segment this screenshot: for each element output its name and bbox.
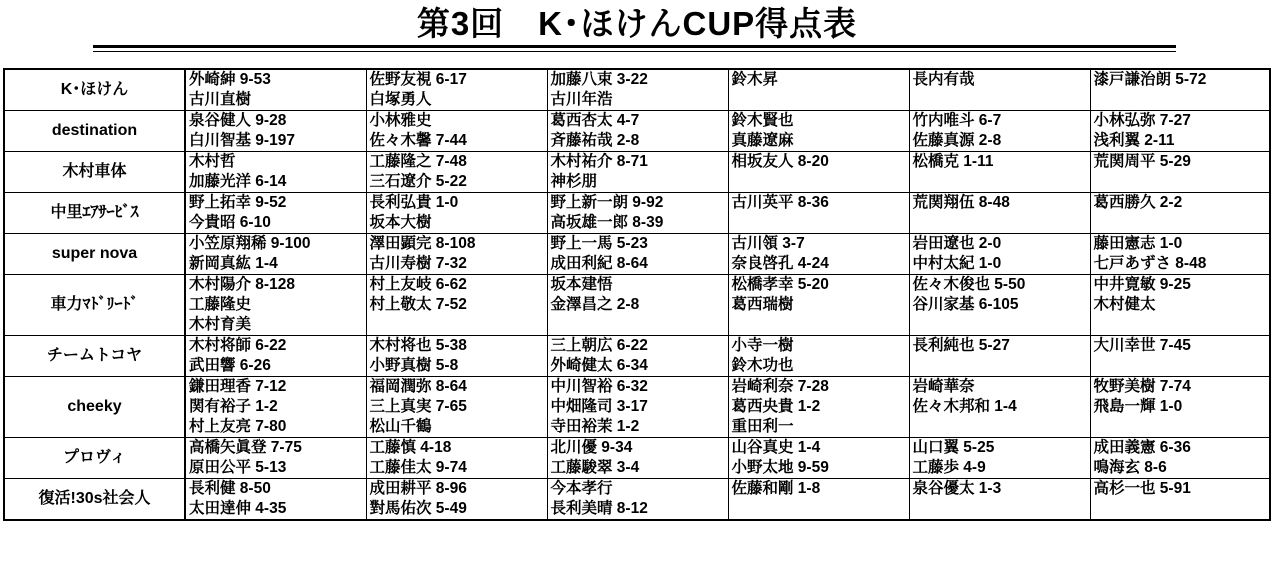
player-score-cell: 工藤佳太 9-74: [366, 458, 547, 479]
player-score-cell: 岩崎利奈 7-28: [728, 377, 909, 398]
player-score-cell: 木村陽介 8-128: [185, 275, 366, 296]
player-score-cell: [728, 499, 909, 520]
player-score-cell: [728, 90, 909, 111]
player-score-cell: 浅利翼 2-11: [1090, 131, 1270, 152]
player-score-cell: 泉谷健人 9-28: [185, 111, 366, 132]
player-score-cell: 成田義憲 6-36: [1090, 438, 1270, 459]
team-name-cell: cheeky: [4, 377, 185, 438]
player-score-cell: 松橋克 1-11: [909, 152, 1090, 173]
player-score-cell: 岩崎華奈: [909, 377, 1090, 398]
player-score-cell: 鎌田理香 7-12: [185, 377, 366, 398]
table-row: [4, 315, 1270, 336]
player-score-cell: 葛西瑞樹: [728, 295, 909, 315]
player-score-cell: 山谷真史 1-4: [728, 438, 909, 459]
player-score-cell: 神杉朋: [547, 172, 728, 193]
player-score-cell: 長利純也 5-27: [909, 336, 1090, 357]
table-row: [4, 111, 1270, 132]
player-score-cell: 木村将也 5-38: [366, 336, 547, 357]
table-row: [4, 295, 1270, 315]
player-score-cell: 白川智基 9-197: [185, 131, 366, 152]
player-score-cell: 高杉一也 5-91: [1090, 479, 1270, 500]
player-score-cell: 真藤遼麻: [728, 131, 909, 152]
player-score-cell: 荒関周平 5-29: [1090, 152, 1270, 173]
table-row: [4, 234, 1270, 255]
player-score-cell: 中村太紀 1-0: [909, 254, 1090, 275]
player-score-cell: 鈴木賢也: [728, 111, 909, 132]
player-score-cell: 今貴昭 6-10: [185, 213, 366, 234]
player-score-cell: [728, 172, 909, 193]
player-score-cell: 小笠原翔稀 9-100: [185, 234, 366, 255]
player-score-cell: 斉藤祐哉 2-8: [547, 131, 728, 152]
player-score-cell: 鈴木昇: [728, 69, 909, 90]
player-score-cell: 加藤八束 3-22: [547, 69, 728, 90]
player-score-cell: 佐藤和剛 1-8: [728, 479, 909, 500]
player-score-cell: 藤田憲志 1-0: [1090, 234, 1270, 255]
player-score-cell: 木村将師 6-22: [185, 336, 366, 357]
team-name-cell: destination: [4, 111, 185, 152]
title-underline-thin: [93, 51, 1176, 52]
player-score-cell: 工藤駿翠 3-4: [547, 458, 728, 479]
team-name-cell: 木村車体: [4, 152, 185, 193]
player-score-cell: 小林弘弥 7-27: [1090, 111, 1270, 132]
player-score-cell: 牧野美樹 7-74: [1090, 377, 1270, 398]
player-score-cell: 葛西杏太 4-7: [547, 111, 728, 132]
player-score-cell: [1090, 315, 1270, 336]
table-row: [4, 417, 1270, 438]
player-score-cell: 長内有哉: [909, 69, 1090, 90]
player-score-cell: 三上朝広 6-22: [547, 336, 728, 357]
player-score-cell: 長利美晴 8-12: [547, 499, 728, 520]
table-row: [4, 458, 1270, 479]
player-score-cell: 泉谷優太 1-3: [909, 479, 1090, 500]
player-score-cell: [728, 315, 909, 336]
title-underline: [93, 45, 1176, 48]
player-score-cell: [1090, 499, 1270, 520]
player-score-cell: 白塚勇人: [366, 90, 547, 111]
team-name-cell: K･ほけん: [4, 69, 185, 111]
player-score-cell: 高橋矢眞登 7-75: [185, 438, 366, 459]
player-score-cell: 古川年浩: [547, 90, 728, 111]
table-row: [4, 438, 1270, 459]
player-score-cell: 古川領 3-7: [728, 234, 909, 255]
team-name-cell: 車力ﾏﾄﾞﾘｰﾄﾞ: [4, 275, 185, 336]
player-score-cell: [1090, 213, 1270, 234]
page-title: 第3回 K･ほけんCUP得点表: [416, 5, 858, 42]
table-row: [4, 377, 1270, 398]
player-score-cell: 福岡潤弥 8-64: [366, 377, 547, 398]
player-score-cell: 鈴木功也: [728, 356, 909, 377]
player-score-cell: 工藤隆之 7-48: [366, 152, 547, 173]
player-score-cell: [1090, 356, 1270, 377]
player-score-cell: 松橋孝幸 5-20: [728, 275, 909, 296]
player-score-cell: 佐々木俊也 5-50: [909, 275, 1090, 296]
team-name-cell: チームトコヤ: [4, 336, 185, 377]
player-score-cell: 成田耕平 8-96: [366, 479, 547, 500]
table-row: [4, 275, 1270, 296]
player-score-cell: [909, 417, 1090, 438]
player-score-cell: 大川幸世 7-45: [1090, 336, 1270, 357]
player-score-cell: 寺田裕茉 1-2: [547, 417, 728, 438]
team-name-cell: プロヴィ: [4, 438, 185, 479]
team-name-cell: 復活!30s社会人: [4, 479, 185, 521]
player-score-cell: 佐藤真源 2-8: [909, 131, 1090, 152]
team-name-cell: 中里ｴｱｻｰﾋﾞｽ: [4, 193, 185, 234]
player-score-cell: 村上友亮 7-80: [185, 417, 366, 438]
player-score-cell: 太田達伸 4-35: [185, 499, 366, 520]
player-score-cell: 坂本大樹: [366, 213, 547, 234]
table-row: [4, 152, 1270, 173]
player-score-cell: 小林雅史: [366, 111, 547, 132]
table-row: [4, 172, 1270, 193]
player-score-cell: 加藤光洋 6-14: [185, 172, 366, 193]
table-row: [4, 131, 1270, 152]
player-score-cell: 北川優 9-34: [547, 438, 728, 459]
table-row: [4, 213, 1270, 234]
player-score-cell: 古川英平 8-36: [728, 193, 909, 214]
player-score-cell: 奈良啓孔 4-24: [728, 254, 909, 275]
player-score-cell: 重田利一: [728, 417, 909, 438]
team-name-cell: super nova: [4, 234, 185, 275]
player-score-cell: [547, 315, 728, 336]
player-score-cell: 七戸あずさ 8-48: [1090, 254, 1270, 275]
player-score-cell: 山口翼 5-25: [909, 438, 1090, 459]
player-score-cell: 佐々木馨 7-44: [366, 131, 547, 152]
player-score-cell: [1090, 417, 1270, 438]
player-score-cell: 木村健太: [1090, 295, 1270, 315]
player-score-cell: 三石遼介 5-22: [366, 172, 547, 193]
player-score-cell: 木村哲: [185, 152, 366, 173]
player-score-cell: 葛西勝久 2-2: [1090, 193, 1270, 214]
player-score-cell: [909, 356, 1090, 377]
player-score-cell: 相坂友人 8-20: [728, 152, 909, 173]
player-score-cell: 谷川家基 6-105: [909, 295, 1090, 315]
player-score-cell: [1090, 172, 1270, 193]
player-score-cell: 小寺一樹: [728, 336, 909, 357]
player-score-cell: 古川寿樹 7-32: [366, 254, 547, 275]
player-score-cell: [909, 90, 1090, 111]
player-score-cell: 松山千鶴: [366, 417, 547, 438]
player-score-cell: 澤田顕完 8-108: [366, 234, 547, 255]
player-score-cell: 小野太地 9-59: [728, 458, 909, 479]
table-row: [4, 479, 1270, 500]
player-score-cell: 野上新一朗 9-92: [547, 193, 728, 214]
player-score-cell: 中川智裕 6-32: [547, 377, 728, 398]
table-row: [4, 193, 1270, 214]
player-score-cell: 對馬佑次 5-49: [366, 499, 547, 520]
player-score-cell: 高坂雄一郎 8-39: [547, 213, 728, 234]
table-row: [4, 397, 1270, 417]
player-score-cell: 村上友岐 6-62: [366, 275, 547, 296]
player-score-cell: 岩田遼也 2-0: [909, 234, 1090, 255]
player-score-cell: 長利弘貴 1-0: [366, 193, 547, 214]
player-score-cell: 長利健 8-50: [185, 479, 366, 500]
player-score-cell: [1090, 90, 1270, 111]
player-score-cell: 工藤歩 4-9: [909, 458, 1090, 479]
player-score-cell: 小野真樹 5-8: [366, 356, 547, 377]
player-score-cell: 原田公平 5-13: [185, 458, 366, 479]
player-score-cell: 古川直樹: [185, 90, 366, 111]
player-score-cell: 新岡真紘 1-4: [185, 254, 366, 275]
table-row: [4, 90, 1270, 111]
player-score-cell: [728, 213, 909, 234]
score-table: [3, 68, 1271, 521]
player-score-cell: 野上拓幸 9-52: [185, 193, 366, 214]
player-score-cell: 飛島一輝 1-0: [1090, 397, 1270, 417]
player-score-cell: [909, 172, 1090, 193]
player-score-cell: [909, 213, 1090, 234]
player-score-cell: 今本孝行: [547, 479, 728, 500]
player-score-cell: 関有裕子 1-2: [185, 397, 366, 417]
player-score-cell: 工藤慎 4-18: [366, 438, 547, 459]
player-score-cell: 坂本建悟: [547, 275, 728, 296]
player-score-cell: 野上一馬 5-23: [547, 234, 728, 255]
player-score-cell: 武田響 6-26: [185, 356, 366, 377]
player-score-cell: 竹内唯斗 6-7: [909, 111, 1090, 132]
player-score-cell: 佐野友視 6-17: [366, 69, 547, 90]
player-score-cell: 外崎紳 9-53: [185, 69, 366, 90]
player-score-cell: 三上真実 7-65: [366, 397, 547, 417]
player-score-cell: 木村育美: [185, 315, 366, 336]
player-score-cell: 中畑隆司 3-17: [547, 397, 728, 417]
table-row: [4, 69, 1270, 90]
player-score-cell: 村上敬太 7-52: [366, 295, 547, 315]
player-score-cell: 佐々木邦和 1-4: [909, 397, 1090, 417]
table-row: [4, 336, 1270, 357]
table-row: [4, 356, 1270, 377]
player-score-cell: 葛西央貴 1-2: [728, 397, 909, 417]
player-score-cell: 工藤隆史: [185, 295, 366, 315]
player-score-cell: [366, 315, 547, 336]
player-score-cell: 荒関翔伍 8-48: [909, 193, 1090, 214]
player-score-cell: [909, 315, 1090, 336]
player-score-cell: 中井寛敏 9-25: [1090, 275, 1270, 296]
player-score-cell: [909, 499, 1090, 520]
player-score-cell: 外崎健太 6-34: [547, 356, 728, 377]
player-score-cell: 金澤昌之 2-8: [547, 295, 728, 315]
player-score-cell: 鳴海玄 8-6: [1090, 458, 1270, 479]
table-row: [4, 499, 1270, 520]
player-score-cell: 木村祐介 8-71: [547, 152, 728, 173]
player-score-cell: 漆戸謙治朗 5-72: [1090, 69, 1270, 90]
table-row: [4, 254, 1270, 275]
player-score-cell: 成田利紀 8-64: [547, 254, 728, 275]
